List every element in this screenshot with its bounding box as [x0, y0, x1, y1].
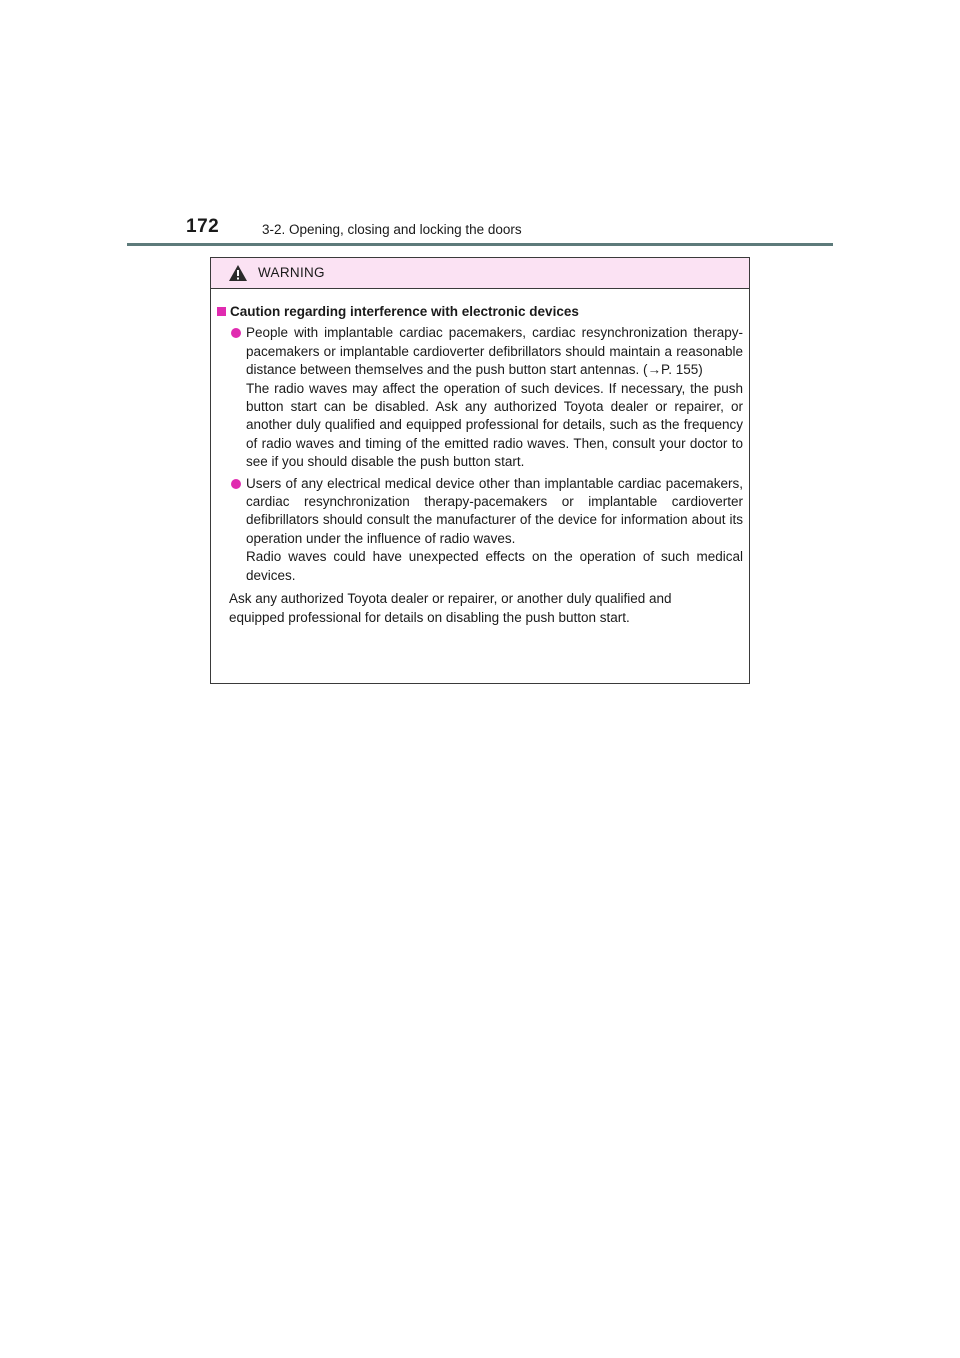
warning-heading-text: Caution regarding interference with electronic devices — [230, 304, 579, 319]
closing-note — [229, 590, 743, 627]
paragraph: Radio waves could have unexpected effects on the operation of such medical devices. — [246, 549, 743, 583]
paragraph: The radio waves may affect the operation of such devices. If necessary, the push button start can be disabled. Ask any authorized Toyota dealer or repairer, or another duly qualified and equipped professional for details, such as the frequency of radio waves and timing of the emitted radio waves. Then, consult your doctor to see if you should disable the push button start. — [246, 380, 743, 470]
closing-line: equipped professional for details on disabling the push button start. — [229, 609, 630, 625]
warning-heading — [217, 303, 743, 321]
list-item-text — [246, 475, 743, 585]
square-bullet-icon — [217, 307, 226, 316]
closing-line: Ask any authorized Toyota dealer or repairer, or another duly qualified and — [229, 591, 672, 607]
warning-header — [211, 258, 749, 289]
list-item — [217, 324, 743, 471]
warning-body — [211, 289, 749, 627]
list-item — [217, 475, 743, 585]
header-divider — [127, 243, 833, 246]
list-item-text — [246, 324, 743, 471]
paragraph: Users of any electrical medical device other than implantable cardiac pacemakers, cardiac resynchronization therapy-pacemakers or implantable cardioverter defibrillators should consult the manufacturer of the device for information about its operation under the influence of radio waves. — [246, 475, 743, 546]
section-title: 3-2. Opening, closing and locking the doors — [262, 222, 522, 237]
paragraph: People with implantable cardiac pacemakers, cardiac resynchronization therapy-pacemakers or implantable cardioverter defibrillators should maintain a reasonable distance between themselves and the push button start antennas. (→P. 155) — [246, 325, 743, 378]
warning-box — [210, 257, 750, 684]
bullet-dot-icon — [231, 328, 241, 338]
page-number: 172 — [186, 216, 220, 237]
warning-label: WARNING — [258, 265, 325, 280]
warning-triangle-icon — [228, 264, 248, 282]
bullet-dot-icon — [231, 479, 241, 489]
